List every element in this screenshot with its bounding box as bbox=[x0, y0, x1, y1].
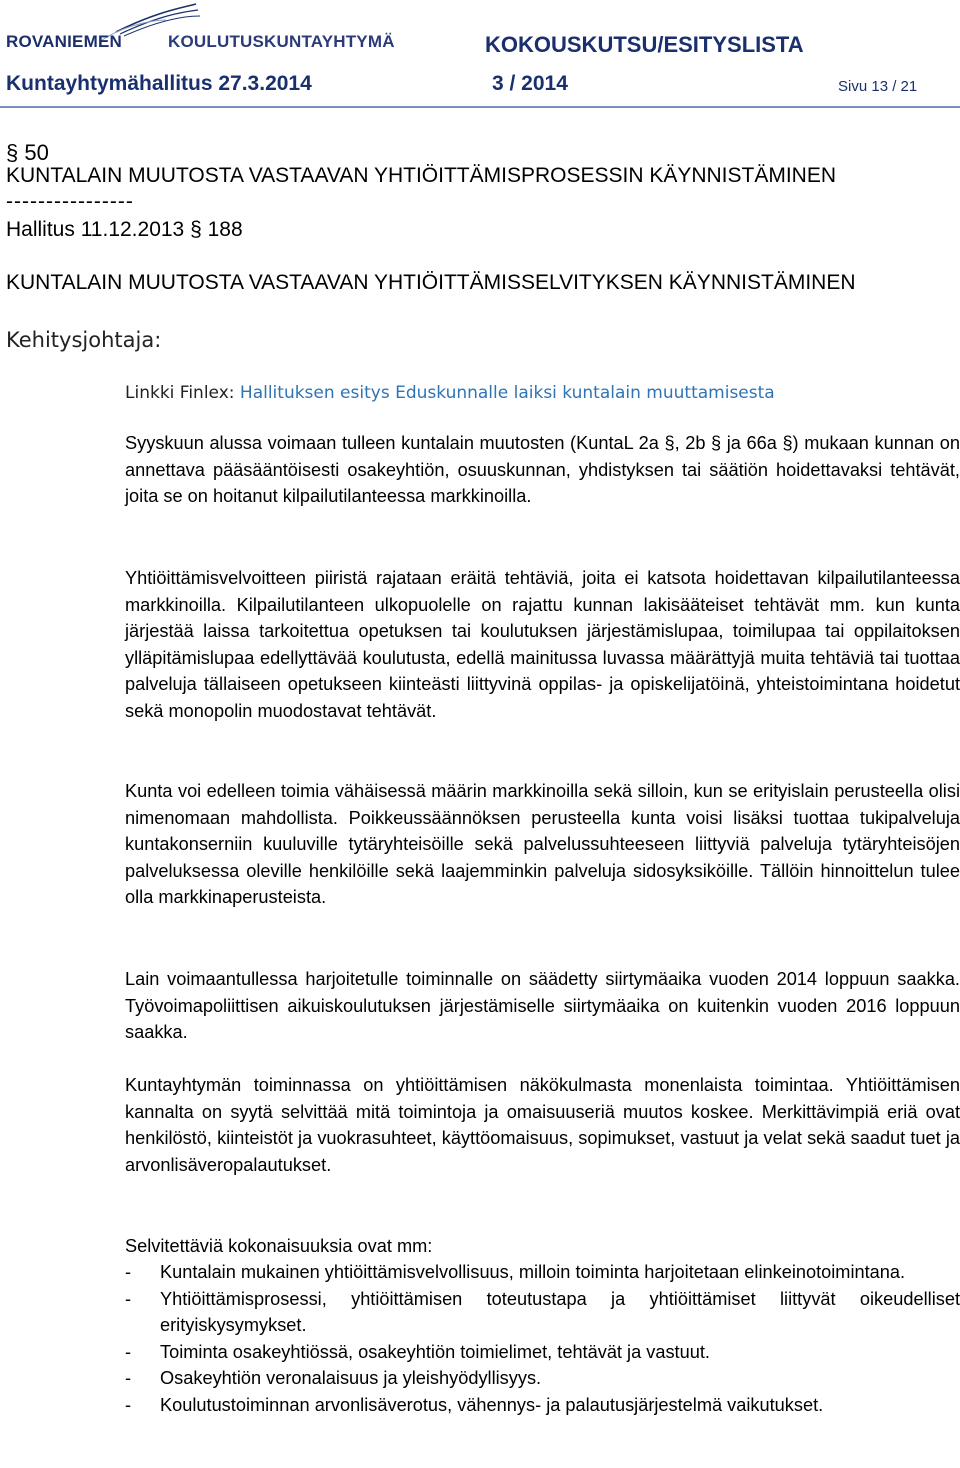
previous-title: KUNTALAIN MUUTOSTA VASTAAVAN YHTIÖITTÄMISSELVITYKSEN KÄYNNISTÄMINEN bbox=[6, 271, 856, 294]
paragraph-text: Syyskuun alussa voimaan tulleen kuntalain muutosten (KuntaL 2a §, 2b § ja 66a §) mukaan kunnan on annettava pääsääntöisesti osakeyhtiön, osuuskunnan, yhdistyksen tai säätiön hoidettavaksi tehtävät, joita se on hoitanut kilpailutilanteessa markkinoilla. bbox=[125, 433, 960, 506]
list-item bbox=[125, 1339, 960, 1366]
list-item bbox=[125, 1286, 960, 1339]
list-dash: - bbox=[125, 1368, 132, 1388]
page-number: Sivu 13 / 21 bbox=[838, 78, 918, 95]
paragraph-text: Yhtiöittämisvelvoitteen piiristä rajataan eräitä tehtäviä, joita ei katsota hoidettavan kilpailutilanteessa markkinoilla. Kilpailutilanteen ulkopuolelle on rajattu kunnan lakisääteiset tehtävät mm. kun kunta järjestää laissa tarkoitettua opetuksen tai koulutuksen järjestämislupaa, toimilupaa tai oppilaitoksen ylläpitämislupaa edellyttävää koulutusta, edellä mainitussa luvassa määrättyjä muita tehtäviä tai tuottaa palveluja tällaiseen opetukseen kiinteästi liittyvinä oppilas- ja opiskelijatöinä, yhteistoimintana hoidetut sekä monopolin muodostavat tehtävät. bbox=[125, 568, 960, 721]
meeting-number: 3 / 2014 bbox=[492, 72, 568, 95]
finlex-link[interactable]: Hallituksen esitys Eduskunnalle laiksi kuntalain muuttamisesta bbox=[239, 383, 775, 403]
paragraph-text: Selvitettäviä kokonaisuuksia ovat mm: bbox=[125, 1236, 433, 1256]
meeting-title: Kuntayhtymähallitus 27.3.2014 bbox=[6, 72, 312, 95]
paragraph bbox=[125, 565, 960, 724]
logo-text-left: ROVANIEMEN bbox=[6, 32, 122, 51]
list-item bbox=[125, 1365, 960, 1392]
section-symbol: § bbox=[6, 140, 19, 165]
paragraph bbox=[125, 430, 960, 510]
paragraph bbox=[125, 778, 960, 911]
header-divider bbox=[0, 106, 960, 108]
paragraph bbox=[125, 1233, 960, 1260]
list-item bbox=[125, 1259, 960, 1286]
document-type: KOKOUSKUTSU/ESITYSLISTA bbox=[485, 32, 804, 57]
list-dash: - bbox=[125, 1394, 132, 1415]
item-list bbox=[125, 1259, 960, 1418]
finlex-link-row bbox=[125, 383, 775, 403]
link-prefix: Linkki Finlex: bbox=[125, 383, 240, 403]
paragraph bbox=[125, 966, 960, 1046]
section-title: KUNTALAIN MUUTOSTA VASTAAVAN YHTIÖITTÄMISPROSESSIN KÄYNNISTÄMINEN bbox=[6, 164, 837, 187]
section-number: 50 bbox=[24, 140, 49, 165]
paragraph-text: Kuntayhtymän toiminnassa on yhtiöittämisen näkökulmasta monenlaista toimintaa. Yhtiöittämisen kannalta on syytä selvittää mitä toimintoja ja omaisuuseriä muutos koskee. Merkittävimpiä eriä ovat henkilöstö, kiinteistöt ja vuokrasuhteet, käyttöomaisuus, sopimukset, vastuut ja velat sekä saadut tuet ja arvonlisäveropalautukset. bbox=[125, 1075, 960, 1175]
list-dash: - bbox=[125, 1341, 132, 1362]
list-item bbox=[125, 1392, 960, 1419]
list-item-text: Osakeyhtiön veronalaisuus ja yleishyödyllisyys. bbox=[160, 1368, 542, 1388]
paragraph-text: Lain voimaantullessa harjoitetulle toiminnalle on säädetty siirtymäaika vuoden 2014 loppuun saakka. Työvoimapoliittisen aikuiskoulutuksen järjestämiselle siirtymäaika on kuitenkin vuoden 2016 loppuun saakka. bbox=[125, 969, 960, 1042]
list-item-text: Koulutustoiminnan arvonlisäverotus, vähennys- ja palautusjärjestelmä vaikutukset. bbox=[160, 1394, 824, 1415]
list-item-text: Toiminta osakeyhtiössä, osakeyhtiön toimielimet, tehtävät ja vastuut. bbox=[160, 1341, 710, 1362]
list-dash: - bbox=[125, 1288, 132, 1309]
previous-reference: Hallitus 11.12.2013 § 188 bbox=[6, 218, 243, 241]
section-heading bbox=[6, 140, 49, 166]
org-logo bbox=[6, 2, 395, 60]
list-dash: - bbox=[125, 1262, 132, 1282]
paragraph bbox=[125, 1072, 960, 1178]
paragraph-text: Kunta voi edelleen toimia vähäisessä määrin markkinoilla sekä silloin, kun se erityislain perusteella olisi nimenomaan mahdollista. Poikkeussäännöksen perusteella kunta voisi lisäksi tuottaa tukipalveluja kuntakonserniin kuuluville tytäryhteisöille sekä palvelussuhteeseen liittyviä palveluja tytäryhteisöjen palveluksessa oleville henkilöille sekä laajemminkin palveluja sidosyksiköille. Tällöin hinnoittelun tulee olla markkinaperusteista. bbox=[125, 781, 960, 907]
section-separator: ---------------- bbox=[6, 190, 134, 213]
logo-text-right: KOULUTUSKUNTAYHTYMÄ bbox=[168, 32, 395, 51]
presenter-label: Kehitysjohtaja: bbox=[6, 328, 162, 352]
list-item-text: Kuntalain mukainen yhtiöittämisvelvollisuus, milloin toiminta harjoitetaan elinkeinotoimintana. bbox=[160, 1262, 906, 1282]
list-item-text: Yhtiöittämisprosessi, yhtiöittämisen toteutustapa ja yhtiöittämiset liittyvät oikeudelliset erityiskysymykset. bbox=[160, 1288, 960, 1335]
